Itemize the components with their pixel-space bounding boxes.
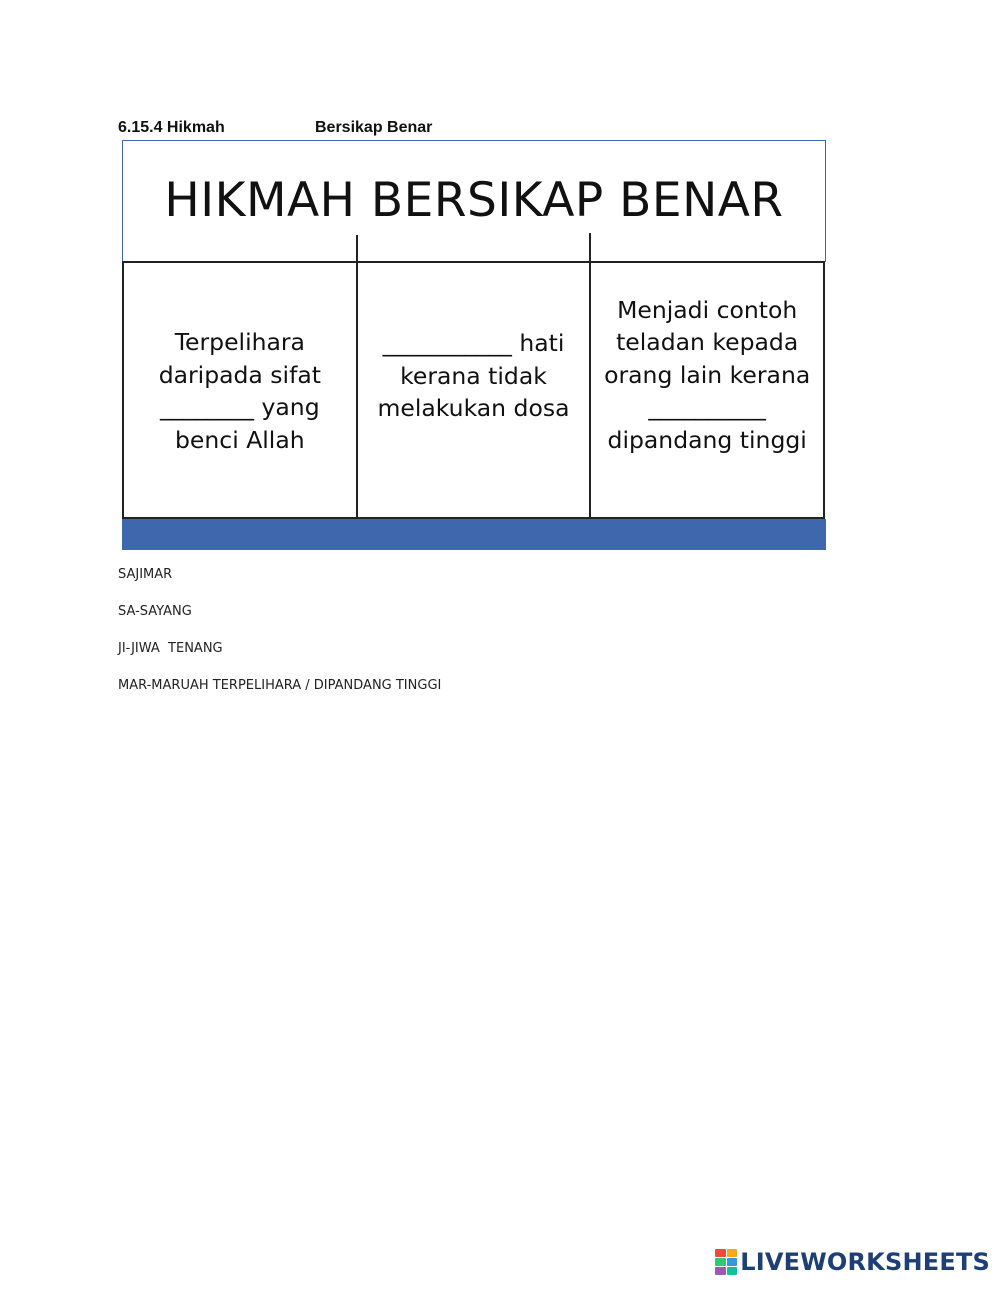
cell-1-line-1: Terpelihara	[174, 328, 305, 356]
section-code: 6.15.4 Hikmah	[118, 119, 225, 136]
cell-1-line-4: benci Allah	[175, 425, 305, 454]
cell-1-line-3: ________ yang	[160, 393, 320, 421]
card-title: HIKMAH BERSIKAP BENAR	[164, 172, 784, 228]
cell-3-line-4: __________	[648, 393, 766, 422]
cell-2-line-1: ___________ hati	[382, 329, 565, 358]
cell-3-line-3: orang lain kerana	[604, 360, 811, 389]
cell-1-line-2: daripada sifat	[158, 360, 321, 389]
note-line-4: MAR-MARUAH TERPELIHARA / DIPANDANG TINGGI	[118, 678, 442, 693]
note-line-1: SAJIMAR	[118, 567, 173, 582]
note-line-2: SA-SAYANG	[118, 604, 192, 619]
cell-2	[356, 235, 590, 517]
brand-name: LIVEWORKSHEETS	[740, 1248, 990, 1276]
cells-row	[122, 261, 825, 519]
cell-2-line-3: melakukan dosa	[377, 394, 570, 423]
note-line-3: JI-JIWA TENANG	[118, 641, 223, 656]
cell-3-line-2: teladan kepada	[616, 328, 799, 357]
section-topic: Bersikap Benar	[315, 119, 433, 136]
cell-1	[124, 263, 356, 517]
cell-3	[589, 233, 823, 517]
accent-bar	[122, 519, 826, 550]
section-heading	[118, 119, 432, 137]
cell-3-line-5: dipandang tinggi	[607, 425, 807, 454]
worksheet-card	[122, 140, 826, 550]
liveworksheets-brand	[715, 1248, 990, 1276]
cell-3-line-1: Menjadi contoh	[617, 295, 798, 324]
liveworksheets-logo-icon	[715, 1249, 737, 1275]
cell-2-line-2: kerana tidak	[400, 361, 547, 390]
mnemonic-notes	[118, 567, 441, 715]
